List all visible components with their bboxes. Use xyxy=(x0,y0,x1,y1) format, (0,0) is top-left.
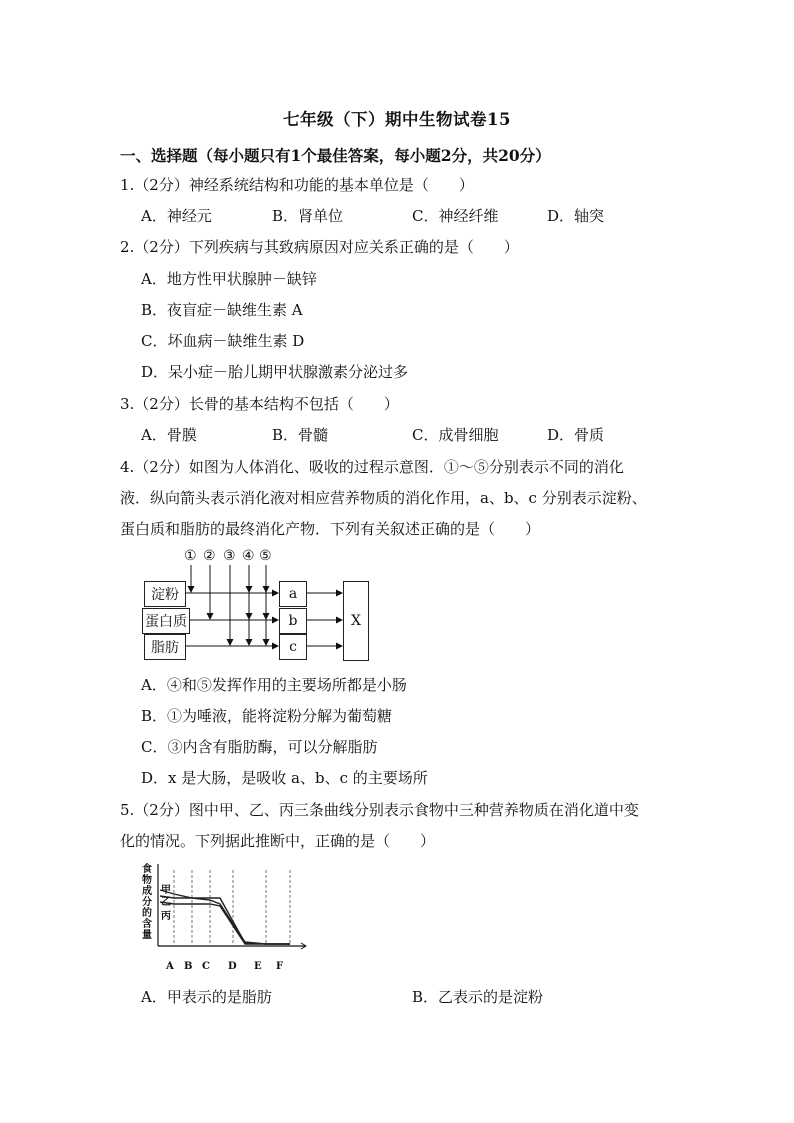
x-tick-c: C xyxy=(202,961,210,972)
nutrient-protein-box: 蛋白质 xyxy=(142,608,190,634)
question-3-option-a[interactable]: A．骨膜 xyxy=(141,426,197,444)
question-4-option-c[interactable]: C．③内含有脂肪酶，可以分解脂肪 xyxy=(141,738,378,756)
digestive-juice-2: ② xyxy=(203,548,216,564)
question-5-option-a[interactable]: A．甲表示的是脂肪 xyxy=(141,988,272,1006)
curve-ylabel: 食物成分的含量 xyxy=(142,864,152,941)
x-tick-d: D xyxy=(228,961,237,972)
question-4-option-d[interactable]: D．x 是大肠，是吸收 a、b、c 的主要场所 xyxy=(141,769,428,787)
question-5-option-b[interactable]: B．乙表示的是淀粉 xyxy=(412,988,544,1006)
nutrient-fat-box: 脂肪 xyxy=(144,634,186,660)
question-2-stem: 2.（2分）下列疾病与其致病原因对应关系正确的是（ ） xyxy=(120,238,519,256)
product-b-box: b xyxy=(279,608,307,634)
product-a-box: a xyxy=(279,581,307,607)
series-label-jia: 甲 xyxy=(161,885,171,896)
digestive-juice-4: ④ xyxy=(242,548,255,564)
x-tick-e: E xyxy=(254,961,262,972)
question-1-option-b[interactable]: B．肾单位 xyxy=(272,207,344,225)
digestive-juice-5: ⑤ xyxy=(259,548,272,564)
series-label-yi: 乙 xyxy=(161,897,171,908)
question-5-stem-line-1: 5.（2分）图中甲、乙、丙三条曲线分别表示食物中三种营养物质在消化道中变 xyxy=(120,801,639,819)
digestion-diagram xyxy=(140,548,380,664)
curve-yi xyxy=(160,896,290,944)
x-tick-a: A xyxy=(166,961,174,972)
question-2-option-b[interactable]: B．夜盲症－缺维生素 A xyxy=(141,301,303,319)
question-4-stem-line-1: 4.（2分）如图为人体消化、吸收的过程示意图．①～⑤分别表示不同的消化 xyxy=(120,458,624,476)
x-tick-b: B xyxy=(184,961,193,972)
product-c-box: c xyxy=(279,634,307,660)
question-3-option-b[interactable]: B．骨髓 xyxy=(272,426,329,444)
question-4-stem-line-3: 蛋白质和脂肪的最终消化产物．下列有关叙述正确的是（ ） xyxy=(120,520,541,538)
nutrient-starch-box: 淀粉 xyxy=(144,581,186,607)
question-3-option-d[interactable]: D．骨质 xyxy=(547,426,605,444)
nutrient-curve-figure xyxy=(140,860,315,975)
question-4-stem-line-2: 液．纵向箭头表示消化液对相应营养物质的消化作用，a、b、c 分别表示淀粉、 xyxy=(120,489,647,507)
question-1-option-a[interactable]: A．神经元 xyxy=(141,207,212,225)
question-3-stem: 3.（2分）长骨的基本结构不包括（ ） xyxy=(120,395,399,413)
question-1-stem: 1.（2分）神经系统结构和功能的基本单位是（ ） xyxy=(120,176,474,194)
question-4-option-b[interactable]: B．①为唾液，能将淀粉分解为葡萄糖 xyxy=(141,707,393,725)
question-2-option-d[interactable]: D．呆小症－胎儿期甲状腺激素分泌过多 xyxy=(141,363,409,381)
digestive-juice-1: ① xyxy=(184,548,197,564)
series-label-bing: 丙 xyxy=(161,911,171,922)
digestive-juice-3: ③ xyxy=(223,548,236,564)
question-2-option-a[interactable]: A．地方性甲状腺肿－缺锌 xyxy=(141,270,317,288)
question-2-option-c[interactable]: C．坏血病－缺维生素 D xyxy=(141,332,305,350)
page-title: 七年级（下）期中生物试卷15 xyxy=(283,110,511,129)
question-4-option-a[interactable]: A．④和⑤发挥作用的主要场所都是小肠 xyxy=(141,676,407,694)
section-heading: 一、选择题（每小题只有1个最佳答案，每小题2分，共20分） xyxy=(120,146,551,165)
x-tick-f: F xyxy=(276,961,284,972)
target-x-box: X xyxy=(343,581,369,661)
question-3-option-c[interactable]: C．成骨细胞 xyxy=(412,426,499,444)
question-1-option-c[interactable]: C．神经纤维 xyxy=(412,207,499,225)
question-1-option-d[interactable]: D．轴突 xyxy=(547,207,605,225)
question-5-stem-line-2: 化的情况。下列据此推断中，正确的是（ ） xyxy=(120,832,436,850)
